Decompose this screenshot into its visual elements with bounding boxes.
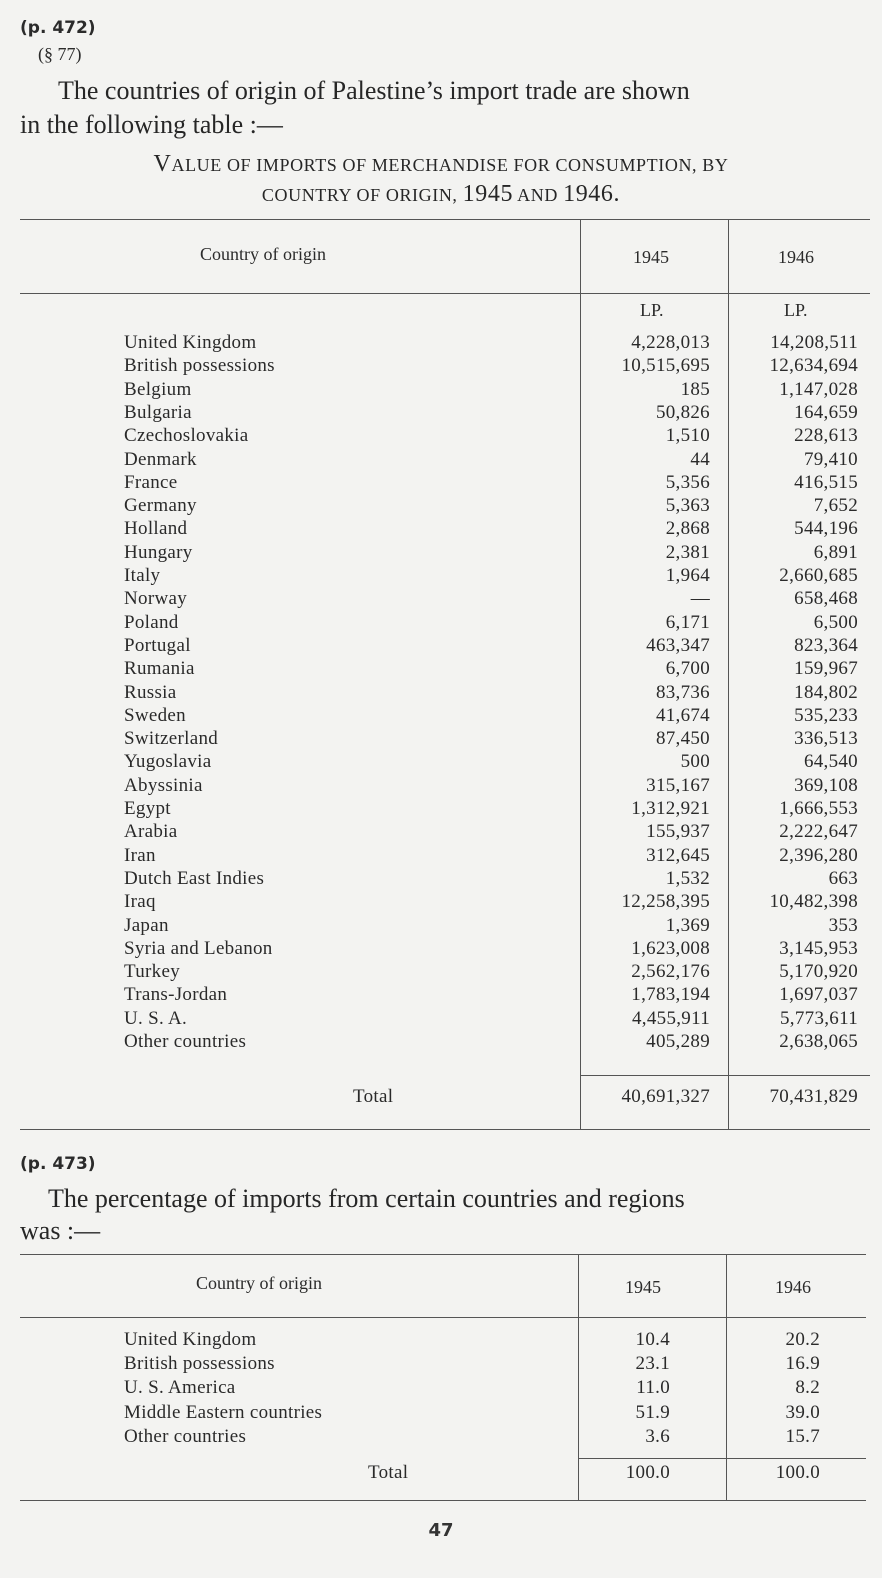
intro-paragraph-line2: in the following table :— — [20, 110, 283, 139]
country-name: Poland — [124, 611, 179, 633]
table-row — [0, 612, 882, 635]
value-1946: 823,364 — [794, 634, 858, 656]
value-1945: 1,964 — [665, 565, 710, 586]
value-1946: 5,170,920 — [779, 961, 858, 983]
country-name: British possessions — [124, 355, 275, 377]
country-name: Iran — [124, 844, 156, 866]
page-reference-mid: (p. 473) — [20, 1154, 96, 1174]
table-caption-line2 — [0, 181, 882, 208]
value-1945: 23.1 — [635, 1353, 670, 1375]
country-name: Yugoslavia — [124, 751, 212, 773]
country-name: Holland — [124, 518, 188, 540]
country-name: France — [124, 471, 178, 493]
table2-header-rule — [20, 1317, 866, 1318]
value-1946: 39.0 — [785, 1401, 820, 1423]
total-1946: 100.0 — [775, 1462, 820, 1483]
table2-bottom-rule — [20, 1500, 866, 1501]
value-1946: 16.9 — [785, 1353, 820, 1375]
caption-initial: V — [153, 151, 172, 177]
table1-header-country: Country of origin — [200, 244, 326, 264]
table-row — [0, 798, 882, 821]
country-name: Russia — [124, 681, 177, 703]
country-name: Syria and Lebanon — [124, 937, 273, 959]
value-1945: 405,289 — [646, 1031, 710, 1052]
value-1946: 7,652 — [813, 495, 858, 517]
value-1945: 41,674 — [655, 704, 710, 726]
value-1945: 6,171 — [665, 611, 710, 633]
table2-top-rule — [20, 1254, 866, 1255]
value-1946: 2,222,647 — [779, 821, 858, 843]
table-row — [0, 379, 882, 402]
country-name: Bulgaria — [124, 401, 192, 423]
table-row — [0, 938, 882, 961]
value-1946: 663 — [828, 867, 858, 889]
country-name: Portugal — [124, 634, 191, 656]
value-1945: 10,515,695 — [621, 355, 710, 377]
table-row — [0, 1426, 882, 1449]
country-name: Rumania — [124, 658, 195, 680]
caption-text: ALUE OF IMPORTS OF MERCHANDISE FOR CONSUMPTION, BY — [171, 155, 729, 175]
section-reference: (§ 77) — [38, 44, 82, 64]
value-1945: 6,700 — [665, 658, 710, 680]
value-1945: 4,455,911 — [632, 1007, 710, 1029]
value-1946: 64,540 — [803, 751, 858, 773]
caption-year-2: 1946. — [563, 181, 621, 207]
country-name: Abyssinia — [124, 774, 203, 796]
value-1946: 1,697,037 — [779, 984, 858, 1006]
country-name: U. S. America — [124, 1377, 236, 1399]
total-label: Total — [368, 1462, 409, 1483]
table-row — [0, 658, 882, 681]
value-1945: 44 — [690, 448, 710, 470]
value-1946: 353 — [828, 914, 858, 936]
country-name: United Kingdom — [124, 1329, 257, 1350]
value-1945: 10.4 — [635, 1329, 670, 1350]
value-1945: 11.0 — [636, 1377, 670, 1399]
value-1945: 1,783,194 — [631, 984, 710, 1006]
value-1945: 50,826 — [655, 401, 710, 423]
value-1946: 14,208,511 — [770, 332, 858, 353]
value-1945: 2,562,176 — [631, 961, 710, 983]
table-row — [0, 472, 882, 495]
total-1945: 40,691,327 — [621, 1086, 710, 1107]
value-1946: 2,638,065 — [779, 1031, 858, 1052]
value-1946: 5,773,611 — [780, 1007, 858, 1029]
value-1945: — — [690, 588, 710, 610]
value-1946: 164,659 — [794, 401, 858, 423]
value-1946: 10,482,398 — [769, 891, 858, 913]
table-row — [0, 542, 882, 565]
table1-top-rule — [20, 219, 870, 220]
value-1946: 228,613 — [794, 425, 858, 447]
country-name: Dutch East Indies — [124, 867, 265, 889]
value-1946: 416,515 — [794, 471, 858, 493]
table-row — [0, 425, 882, 448]
value-1946: 20.2 — [785, 1329, 820, 1350]
table2-total-rule — [578, 1458, 866, 1459]
value-1945: 4,228,013 — [631, 332, 710, 353]
value-1946: 1,147,028 — [779, 378, 858, 400]
value-1945: 83,736 — [655, 681, 710, 703]
country-name: Denmark — [124, 448, 197, 470]
value-1945: 1,623,008 — [631, 937, 710, 959]
value-1945: 155,937 — [646, 821, 710, 843]
table1-unit-1946: LP. — [784, 300, 808, 320]
table-row — [0, 565, 882, 588]
table1-total-row — [0, 1086, 882, 1109]
country-name: Czechoslovakia — [124, 425, 249, 447]
country-name: Middle Eastern countries — [124, 1401, 323, 1423]
value-1946: 12,634,694 — [769, 355, 858, 377]
country-name: Other countries — [124, 1031, 247, 1052]
value-1945: 315,167 — [646, 774, 710, 796]
total-1946: 70,431,829 — [769, 1086, 858, 1107]
value-1945: 12,258,395 — [621, 891, 710, 913]
table-row — [0, 402, 882, 425]
value-1945: 500 — [680, 751, 710, 773]
total-label: Total — [353, 1086, 394, 1107]
country-name: British possessions — [124, 1353, 275, 1375]
page-reference-top: (p. 472) — [20, 18, 96, 38]
table-row — [0, 961, 882, 984]
value-1945: 2,868 — [665, 518, 710, 540]
value-1946: 3,145,953 — [779, 937, 858, 959]
table-row — [0, 449, 882, 472]
value-1946: 2,396,280 — [779, 844, 858, 866]
table-row — [0, 821, 882, 844]
percentage-paragraph-line1: The percentage of imports from certain countries and regions — [48, 1184, 685, 1213]
value-1945: 5,356 — [665, 471, 710, 493]
country-name: Iraq — [124, 891, 156, 913]
country-name: Trans-Jordan — [124, 984, 228, 1006]
value-1946: 658,468 — [794, 588, 858, 610]
table2-header-1946: 1946 — [775, 1277, 811, 1297]
table-row — [0, 891, 882, 914]
value-1946: 336,513 — [794, 728, 858, 750]
table-row — [0, 1353, 882, 1376]
table-row — [0, 984, 882, 1007]
caption-year-1: 1945 — [462, 181, 514, 207]
country-name: Arabia — [124, 821, 178, 843]
page-number: 47 — [428, 1520, 454, 1541]
value-1945: 463,347 — [646, 634, 710, 656]
table-row — [0, 332, 882, 355]
table-row — [0, 868, 882, 891]
value-1946: 79,410 — [803, 448, 858, 470]
table-row — [0, 705, 882, 728]
table1-bottom-rule — [20, 1129, 870, 1130]
value-1945: 1,510 — [665, 425, 710, 447]
caption-and: AND — [517, 185, 558, 205]
country-name: Sweden — [124, 704, 186, 726]
value-1946: 184,802 — [794, 681, 858, 703]
table-row — [0, 775, 882, 798]
country-name: Italy — [124, 565, 161, 586]
country-name: Hungary — [124, 541, 193, 563]
table1-header-1945: 1945 — [633, 247, 669, 267]
value-1945: 2,381 — [665, 541, 710, 563]
table-row — [0, 588, 882, 611]
value-1946: 1,666,553 — [779, 798, 858, 819]
table-row — [0, 1008, 882, 1031]
table-row — [0, 635, 882, 658]
table-row — [0, 1402, 882, 1425]
value-1946: 6,891 — [813, 541, 858, 563]
country-name: Japan — [124, 914, 169, 936]
table2-header-country: Country of origin — [196, 1273, 322, 1293]
country-name: Germany — [124, 495, 197, 517]
country-name: Egypt — [124, 798, 171, 819]
value-1946: 15.7 — [785, 1425, 820, 1447]
country-name: Norway — [124, 588, 188, 610]
total-1945: 100.0 — [625, 1462, 670, 1483]
table2-total-row — [0, 1462, 882, 1485]
table-row — [0, 1031, 882, 1054]
value-1945: 5,363 — [665, 495, 710, 517]
value-1946: 544,196 — [794, 518, 858, 540]
table-caption-line1 — [0, 151, 882, 178]
table-row — [0, 915, 882, 938]
table-row — [0, 751, 882, 774]
value-1945: 51.9 — [635, 1401, 670, 1423]
table1-total-rule — [580, 1075, 870, 1076]
value-1946: 535,233 — [794, 704, 858, 726]
table-row — [0, 355, 882, 378]
table-row — [0, 682, 882, 705]
intro-paragraph-line1: The countries of origin of Palestine’s import trade are shown — [58, 76, 690, 105]
country-name: U. S. A. — [124, 1007, 188, 1029]
caption-text-2: COUNTRY OF ORIGIN, — [261, 185, 458, 205]
value-1946: 6,500 — [813, 611, 858, 633]
table-row — [0, 495, 882, 518]
value-1945: 312,645 — [646, 844, 710, 866]
value-1946: 2,660,685 — [779, 565, 858, 586]
table1-unit-1945: LP. — [640, 300, 664, 320]
value-1945: 1,369 — [665, 914, 710, 936]
country-name: Switzerland — [124, 728, 219, 750]
value-1946: 369,108 — [794, 774, 858, 796]
table-row — [0, 1377, 882, 1400]
value-1945: 1,532 — [665, 867, 710, 889]
table-row — [0, 518, 882, 541]
table-row — [0, 728, 882, 751]
value-1945: 3.6 — [645, 1425, 670, 1447]
value-1945: 1,312,921 — [631, 798, 710, 819]
country-name: Belgium — [124, 378, 192, 400]
table1-header-rule — [20, 293, 870, 294]
value-1945: 185 — [680, 378, 710, 400]
country-name: United Kingdom — [124, 332, 257, 353]
table-row — [0, 845, 882, 868]
country-name: Other countries — [124, 1425, 247, 1447]
value-1946: 8.2 — [795, 1377, 820, 1399]
country-name: Turkey — [124, 961, 180, 983]
table-row — [0, 1329, 882, 1352]
value-1945: 87,450 — [655, 728, 710, 750]
table1-header-1946: 1946 — [778, 247, 814, 267]
percentage-paragraph-line2: was :— — [20, 1216, 101, 1245]
table2-header-1945: 1945 — [625, 1277, 661, 1297]
value-1946: 159,967 — [794, 658, 858, 680]
